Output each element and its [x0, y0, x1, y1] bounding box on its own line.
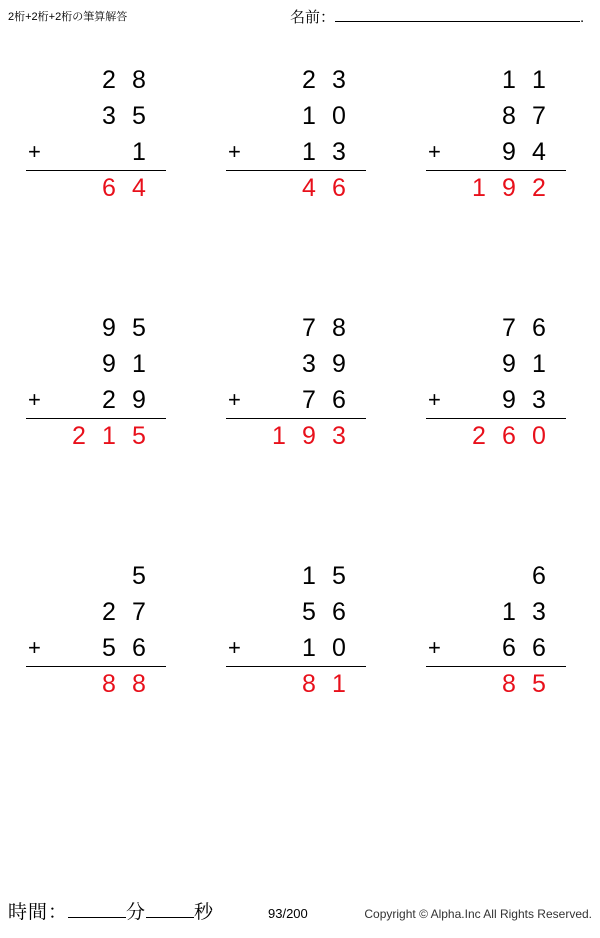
- addend-2: 5 6: [302, 598, 346, 626]
- page-header: [0, 0, 600, 40]
- page-footer: [0, 878, 600, 938]
- problem-2: [214, 62, 386, 206]
- time-label: 時間：: [8, 902, 69, 923]
- seconds-unit: 秒: [194, 902, 215, 923]
- addend-3: 7 6: [302, 386, 346, 414]
- answer-line: [214, 170, 386, 206]
- name-label: 名前：: [290, 9, 336, 26]
- addend-2: 9 1: [102, 350, 146, 378]
- copyright-notice: Copyright © Alpha.Inc All Rights Reserved.: [364, 907, 592, 921]
- operator: +: [428, 635, 441, 660]
- problem-row: [0, 542, 600, 790]
- problem-cell: [400, 542, 600, 790]
- addend-line: [14, 98, 186, 134]
- problem-3: [414, 62, 586, 206]
- addend-line: [214, 98, 386, 134]
- answer-value: 2 6 0: [472, 422, 546, 450]
- problem-cell: [0, 46, 200, 294]
- operator: +: [428, 139, 441, 164]
- answer-line: [214, 418, 386, 454]
- addend-1: 1 5: [302, 562, 346, 590]
- addend-line: [414, 382, 586, 418]
- answer-value: 2 1 5: [72, 422, 146, 450]
- addend-3: 1 3: [302, 138, 346, 166]
- answer-line: [414, 666, 586, 702]
- time-record-area: [8, 897, 214, 924]
- answer-line: [14, 170, 186, 206]
- problem-row: [0, 294, 600, 542]
- addend-line: [414, 134, 586, 170]
- addend-line: [14, 134, 186, 170]
- answer-line: [414, 418, 586, 454]
- name-suffix: .: [580, 9, 585, 26]
- problem-cell: [200, 46, 400, 294]
- problem-grid: [0, 46, 600, 790]
- answer-line: [414, 170, 586, 206]
- addend-line: [414, 630, 586, 666]
- minutes-input[interactable]: [68, 897, 126, 918]
- operator: +: [228, 635, 241, 660]
- addend-line: [14, 594, 186, 630]
- operator: +: [28, 387, 41, 412]
- problem-8: [214, 558, 386, 702]
- addend-1: 9 5: [102, 314, 146, 342]
- name-input[interactable]: [335, 4, 580, 22]
- problem-cell: [200, 542, 400, 790]
- operator: +: [28, 139, 41, 164]
- operator: +: [228, 139, 241, 164]
- addend-line: [214, 630, 386, 666]
- addend-line: [14, 630, 186, 666]
- problem-cell: [400, 294, 600, 542]
- addend-2: 3 9: [302, 350, 346, 378]
- problem-row: [0, 46, 600, 294]
- name-field-area: [290, 4, 584, 27]
- addend-line: [14, 62, 186, 98]
- operator: +: [28, 635, 41, 660]
- problem-5: [214, 310, 386, 454]
- addend-2: 2 7: [102, 598, 146, 626]
- addend-2: 8 7: [502, 102, 546, 130]
- problem-6: [414, 310, 586, 454]
- addend-line: [414, 310, 586, 346]
- addend-3: 9 3: [502, 386, 546, 414]
- addend-3: 1 0: [302, 634, 346, 662]
- addend-line: [214, 310, 386, 346]
- addend-line: [414, 98, 586, 134]
- problem-cell: [400, 46, 600, 294]
- addend-line: [14, 382, 186, 418]
- addend-line: [214, 382, 386, 418]
- answer-line: [14, 418, 186, 454]
- addend-line: [14, 346, 186, 382]
- addend-line: [214, 594, 386, 630]
- addend-3: 9 4: [502, 138, 546, 166]
- addend-1: 2 3: [302, 66, 346, 94]
- answer-value: 8 5: [502, 670, 546, 698]
- seconds-input[interactable]: [146, 897, 194, 918]
- addend-2: 3 5: [102, 102, 146, 130]
- addend-line: [14, 558, 186, 594]
- page-number: 93/200: [268, 906, 308, 921]
- addend-1: 2 8: [102, 66, 146, 94]
- addend-3: 1: [132, 138, 146, 166]
- addend-line: [14, 310, 186, 346]
- addend-3: 6 6: [502, 634, 546, 662]
- addend-2: 1 3: [502, 598, 546, 626]
- answer-value: 6 4: [102, 174, 146, 202]
- problem-cell: [200, 294, 400, 542]
- minutes-unit: 分: [126, 902, 147, 923]
- addend-1: 1 1: [502, 66, 546, 94]
- problem-7: [14, 558, 186, 702]
- problem-1: [14, 62, 186, 206]
- addend-line: [414, 594, 586, 630]
- answer-value: 1 9 3: [272, 422, 346, 450]
- problem-4: [14, 310, 186, 454]
- answer-value: 1 9 2: [472, 174, 546, 202]
- addend-2: 1 0: [302, 102, 346, 130]
- answer-line: [214, 666, 386, 702]
- problem-9: [414, 558, 586, 702]
- addend-2: 9 1: [502, 350, 546, 378]
- operator: +: [228, 387, 241, 412]
- addend-line: [214, 346, 386, 382]
- addend-line: [414, 558, 586, 594]
- addend-3: 2 9: [102, 386, 146, 414]
- addend-3: 5 6: [102, 634, 146, 662]
- problem-cell: [0, 542, 200, 790]
- page-title: 2桁+2桁+2桁の筆算解答: [8, 11, 128, 23]
- answer-line: [14, 666, 186, 702]
- answer-value: 8 1: [302, 670, 346, 698]
- addend-line: [414, 62, 586, 98]
- addend-line: [214, 62, 386, 98]
- answer-value: 4 6: [302, 174, 346, 202]
- addend-1: 5: [132, 562, 146, 590]
- addend-1: 6: [532, 562, 546, 590]
- answer-value: 8 8: [102, 670, 146, 698]
- addend-line: [214, 558, 386, 594]
- problem-cell: [0, 294, 200, 542]
- operator: +: [428, 387, 441, 412]
- addend-line: [214, 134, 386, 170]
- addend-1: 7 8: [302, 314, 346, 342]
- addend-1: 7 6: [502, 314, 546, 342]
- addend-line: [414, 346, 586, 382]
